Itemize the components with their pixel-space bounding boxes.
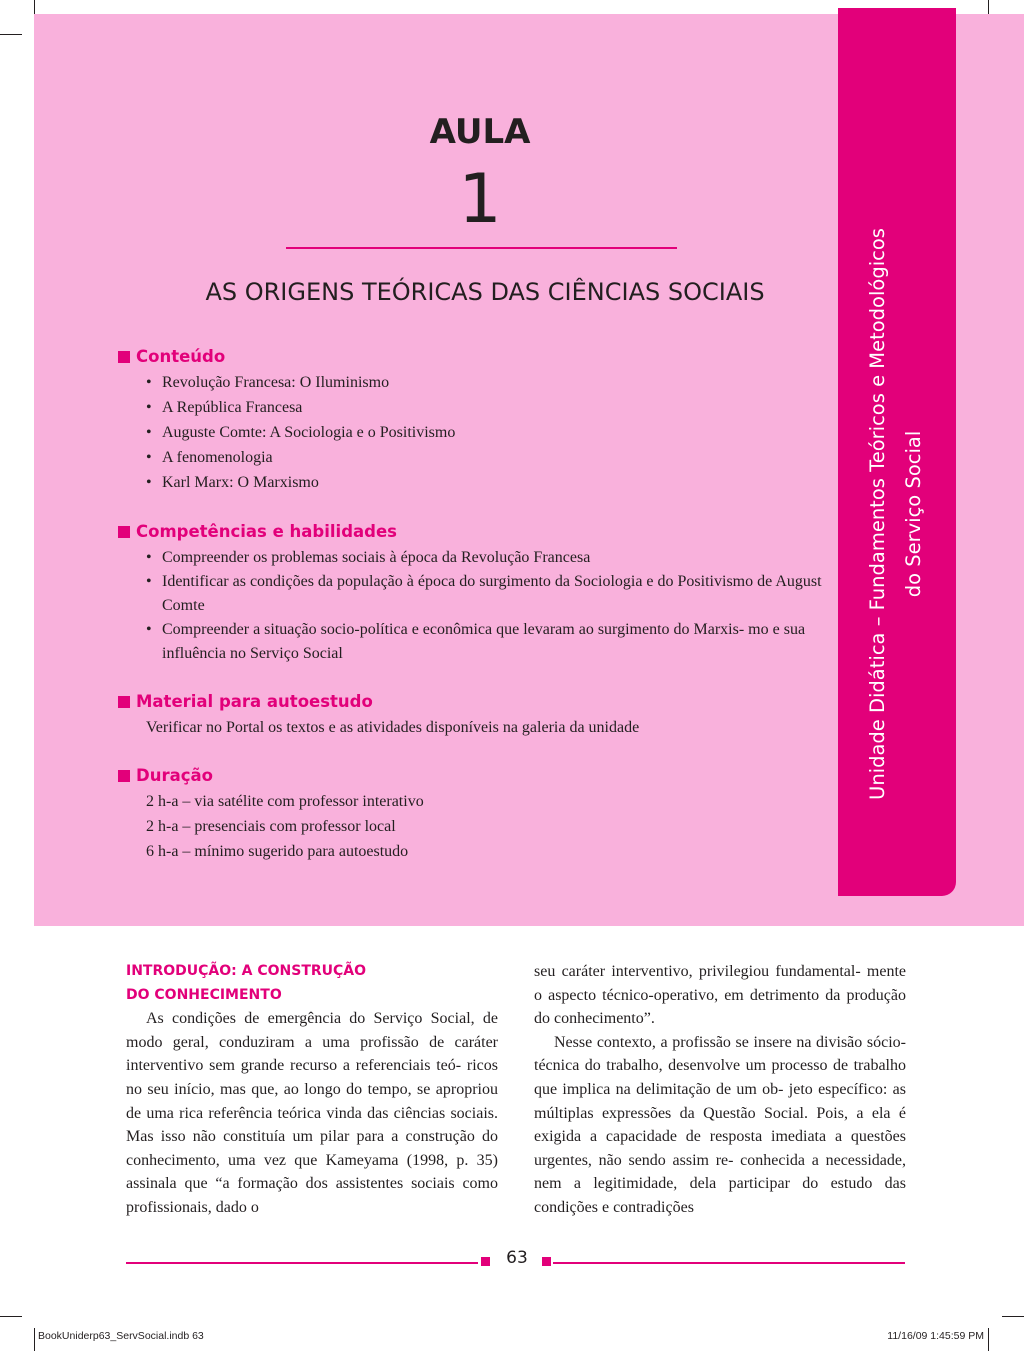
section-heading-label: Competências e habilidades xyxy=(136,522,397,541)
list-item: 2 h-a – presenciais com professor local xyxy=(146,818,396,835)
title-divider xyxy=(286,247,677,249)
paragraph: As condições de emergência do Serviço Social, de modo geral, conduziram a uma profissão de caráter interventivo sem grande recurso a referenciais teó- ricos no seu início, mas que, ao longo do tempo, se apropriou de uma rica referência teórica vinda das ciências sociais. Mas isso não constituía um pilar para a construção do conhecimento, uma vez que Kameyama (1998, p. 35) assinala que “a formação dos assistentes sociais como profissionais, dado o xyxy=(126,1010,498,1216)
intro-heading xyxy=(126,960,498,1007)
list-item: 2 h-a – via satélite com professor interativo xyxy=(146,793,424,810)
list-item: 6 h-a – mínimo sugerido para autoestudo xyxy=(146,843,409,860)
conteudo-list xyxy=(146,370,455,495)
section-heading-label: Conteúdo xyxy=(136,347,226,366)
intro-heading-line1: INTRODUÇÃO: A CONSTRUÇÃO xyxy=(126,963,367,979)
crop-mark xyxy=(1002,1316,1024,1317)
list-item: • Compreender a situação socio-política e econômica que levaram ao surgimento do Marxis- mo e sua influência no Serviço Social xyxy=(146,618,842,666)
paragraph: seu caráter interventivo, privilegiou fundamental- mente o aspecto técnico-operativo, em detrimento da produção do conhecimento”. xyxy=(534,963,906,1028)
section-heading-material xyxy=(118,692,373,711)
list-item: • Compreender os problemas sociais à época da Revolução Francesa xyxy=(146,545,590,570)
footer-square-icon xyxy=(481,1257,490,1266)
lesson-label: AULA xyxy=(429,112,531,152)
crop-mark xyxy=(0,1316,22,1317)
unit-sidebar-label xyxy=(860,74,932,954)
list-item: • A República Francesa xyxy=(146,395,455,420)
print-slug-date: 11/16/09 1:45:59 PM xyxy=(887,1330,984,1342)
square-bullet-icon xyxy=(118,526,130,538)
crop-mark xyxy=(988,1328,989,1351)
footer-rule-left xyxy=(126,1262,478,1264)
print-slug-file: BookUniderp63_ServSocial.indb 63 xyxy=(38,1330,204,1342)
section-heading-conteudo xyxy=(118,347,225,366)
list-item: • Revolução Francesa: O Iluminismo xyxy=(146,370,455,395)
unit-sidebar-line1: Unidade Didática – Fundamentos Teóricos e Metodológicos xyxy=(866,228,889,800)
list-item: • Karl Marx: O Marxismo xyxy=(146,470,455,495)
list-item: • A fenomenologia xyxy=(146,445,455,470)
square-bullet-icon xyxy=(118,696,130,708)
section-heading-competencias xyxy=(118,522,397,541)
intro-heading-line2: DO CONHECIMENTO xyxy=(126,986,282,1003)
crop-mark xyxy=(0,34,22,35)
list-item: • Auguste Comte: A Sociologia e o Positivismo xyxy=(146,420,455,445)
duracao-list xyxy=(146,789,424,864)
square-bullet-icon xyxy=(118,770,130,782)
footer-rule-right xyxy=(553,1262,905,1264)
page-number: 63 xyxy=(506,1248,528,1268)
body-column-left xyxy=(126,960,498,1220)
crop-mark xyxy=(34,1328,35,1351)
section-heading-label: Material para autoestudo xyxy=(136,692,373,711)
page-title: AS ORIGENS TEÓRICAS DAS CIÊNCIAS SOCIAIS xyxy=(205,278,765,306)
body-column-right xyxy=(534,960,906,1220)
paragraph: Nesse contexto, a profissão se insere na divisão sócio-técnica do trabalho, desenvolve um processo de trabalho que implica na delimitação de um ob- jeto específico: as múltiplas expressões da Questão Social. Pois, a ela é exigida a capacidade de resposta imediata a questões urgentes, não sendo assim re- conhecida a necessidade, nem a legitimidade, dela participar do estudo das condições e contradições xyxy=(534,1033,906,1216)
lesson-number: 1 xyxy=(458,160,502,239)
list-item: • Identificar as condições da população à época do surgimento da Sociologia e do Positivismo de August Comte xyxy=(146,570,842,618)
unit-sidebar-line2: do Serviço Social xyxy=(902,430,925,598)
square-bullet-icon xyxy=(118,351,130,363)
footer-square-icon xyxy=(542,1257,551,1266)
competencias-list xyxy=(146,545,590,570)
section-heading-label: Duração xyxy=(136,766,213,785)
section-heading-duracao xyxy=(118,766,213,785)
material-text: Verificar no Portal os textos e as atividades disponíveis na galeria da unidade xyxy=(146,719,640,736)
